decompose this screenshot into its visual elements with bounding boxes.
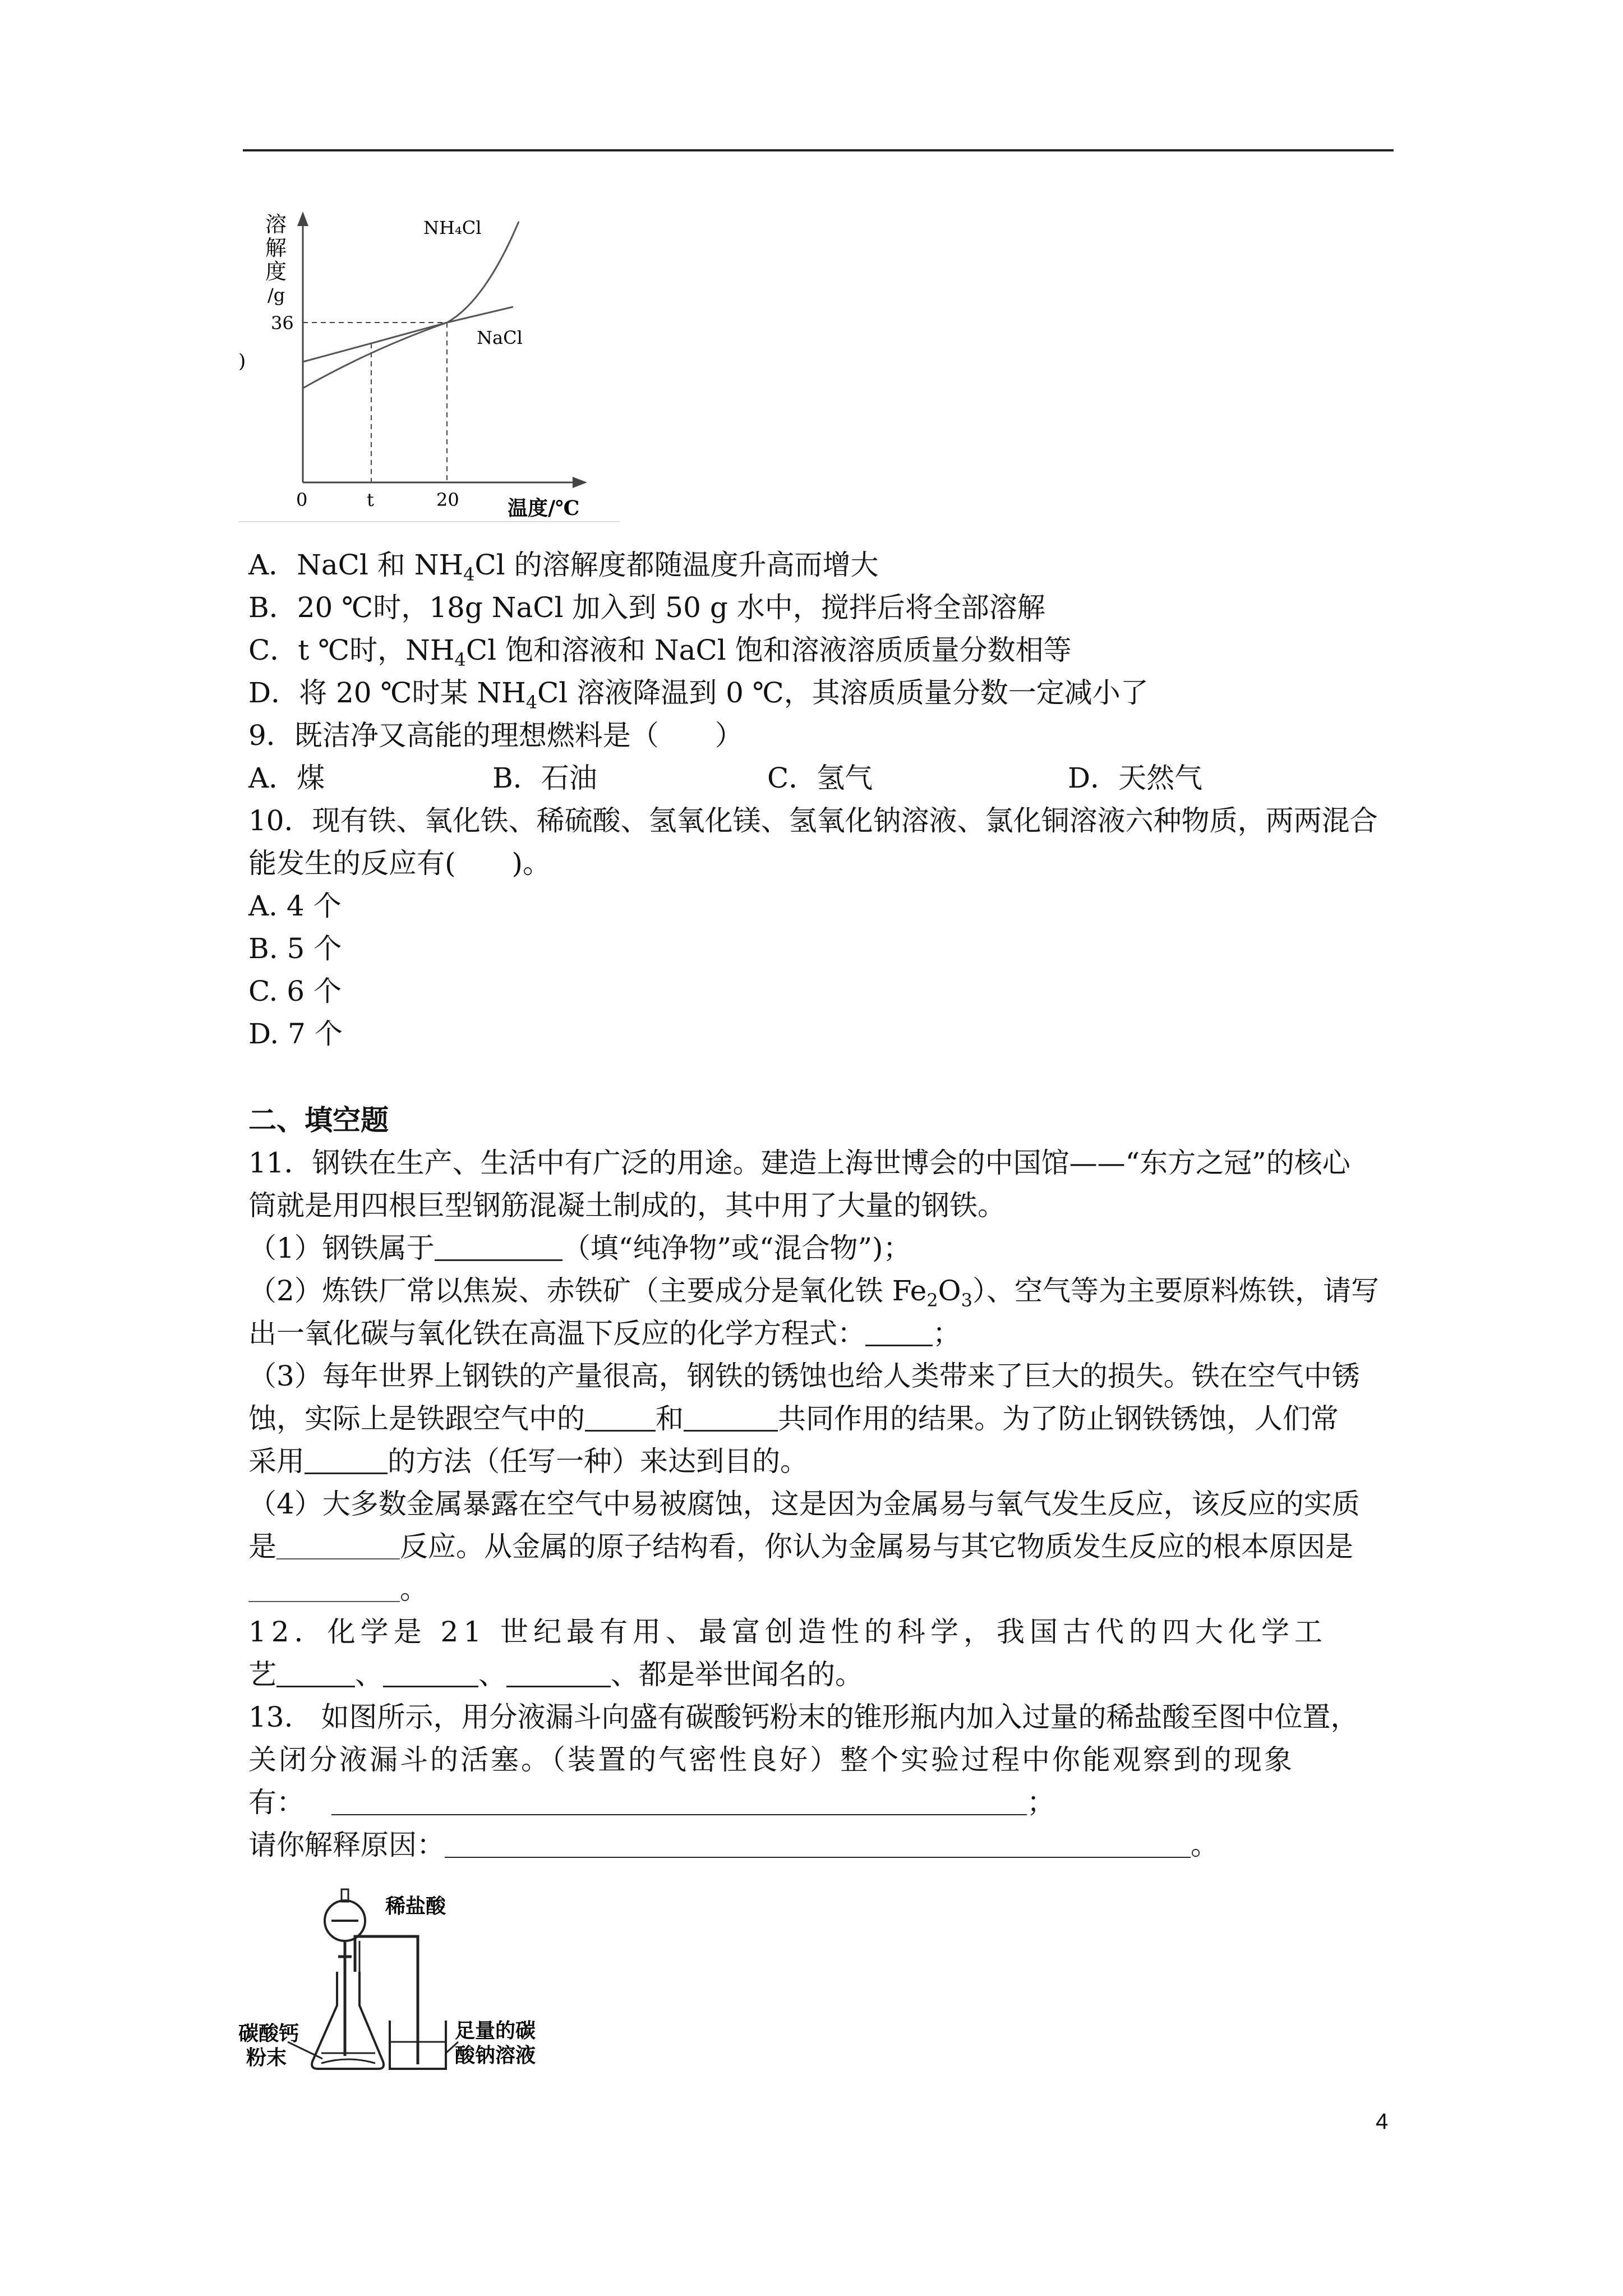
answer-blank[interactable] <box>305 1444 388 1474</box>
x-tick-label: 0 <box>296 489 308 510</box>
q11-line2: 筒就是用四根巨型钢筋混凝土制成的，其中用了大量的钢铁。 <box>248 1189 1006 1222</box>
q11-part4-line2: 是 反应。从金属的原子结构看，你认为金属易与其它物质发生反应的根本原因是 <box>248 1530 1353 1563</box>
q8-option-d: D．将 20 ℃时某 $NH_4Cl$ 溶液降温到 0 ℃，其溶质质量分数一定减小了 <box>248 677 1149 713</box>
series-line-nh4cl <box>303 222 519 388</box>
q9-option-b: B．石油 <box>492 762 597 794</box>
q11-part3-line1: （3）每年世界上钢铁的产量很高，钢铁的锈蚀也给人类带来了巨大的损失。铁在空气中锈 <box>248 1360 1360 1392</box>
y-label-char: /g <box>268 284 285 306</box>
beaker-label: 足量的碳 <box>455 2019 536 2042</box>
series-label-nh4cl: NH₄Cl <box>423 217 482 238</box>
answer-blank[interactable] <box>506 1658 611 1687</box>
header-rule <box>243 149 1394 151</box>
q11-part3-line3: 采用 的方法（任写一种）来达到目的。 <box>248 1445 808 1478</box>
answer-blank[interactable] <box>383 1658 478 1687</box>
q8-option-c: C．t ℃时，$NH_4Cl$ 饱和溶液和 NaCl 饱和溶液溶质质量分数相等 <box>248 634 1072 670</box>
q11-part2-line2: 出一氧化碳与氧化铁在高温下反应的化学方程式： ； <box>248 1317 961 1350</box>
q12-line1: 12．化学是 21 世纪最有用、最富创造性的科学，我国古代的四大化学工 <box>248 1616 1328 1648</box>
q11-part3-line2: 蚀，实际上是铁跟空气中的 和 共同作用的结果。为了防止钢铁锈蚀，人们常 <box>248 1402 1339 1435</box>
q10-option-d: D. 7 个 <box>248 1018 343 1050</box>
answer-blank[interactable] <box>445 1829 1191 1858</box>
q9-option-c: C．氢气 <box>767 762 873 794</box>
apparatus-diagram <box>238 1874 552 2092</box>
q10-option-c: C. 6 个 <box>248 975 342 1007</box>
x-tick-label: 20 <box>436 489 459 510</box>
answer-blank[interactable] <box>684 1402 778 1432</box>
y-tick-label: 36 <box>271 312 294 334</box>
q10-stem-line2: 能发生的反应有( )。 <box>248 847 551 880</box>
conical-flask <box>312 1972 384 2069</box>
q13-line3: 有： ； <box>248 1786 1055 1819</box>
y-label-char: 解 <box>265 236 287 260</box>
x-tick-label: t <box>367 489 374 510</box>
q9-option-a: A．煤 <box>248 762 325 794</box>
y-axis-arrow <box>297 211 308 226</box>
q13-line4: 请你解释原因： 。 <box>248 1829 1219 1861</box>
answer-blank[interactable] <box>331 1786 1027 1815</box>
q10-option-b: B. 5 个 <box>248 932 342 965</box>
answer-blank[interactable] <box>248 1573 400 1602</box>
q13-line2: 关闭分液漏斗的活塞。（装置的气密性良好）整个实验过程中你能观察到的现象 <box>248 1743 1294 1776</box>
flask-label: 粉末 <box>246 2046 287 2069</box>
q12-line2: 艺 、 、 、都是举世闻名的。 <box>248 1658 863 1691</box>
answer-blank[interactable] <box>865 1317 933 1346</box>
q10-stem-line1: 10．现有铁、氧化铁、稀硫酸、氢氧化镁、氢氧化钠溶液、氯化铜溶液六种物质，两两混合 <box>248 804 1378 837</box>
q9-option-d: D．天然气 <box>1068 762 1203 794</box>
solubility-chart <box>238 205 631 527</box>
answer-blank[interactable] <box>276 1658 355 1687</box>
q11-part4-line1: （4）大多数金属暴露在空气中易被腐蚀，这是因为金属易与氧气发生反应，该反应的实质 <box>248 1488 1360 1520</box>
q8-option-b: B．20 ℃时，18g NaCl 加入到 50 g 水中，搅拌后将全部溶解 <box>248 591 1045 624</box>
q8-option-a: A．NaCl 和 $NH_4Cl$ 的溶解度都随温度升高而增大 <box>248 549 879 585</box>
answer-blank[interactable] <box>435 1231 562 1261</box>
q11-line1: 11．钢铁在生产、生活中有广泛的用途。建造上海世博会的中国馆——“东方之冠”的核心 <box>248 1147 1350 1179</box>
q9-stem: 9．既洁净又高能的理想燃料是（ ） <box>248 719 743 752</box>
funnel-label: 稀盐酸 <box>385 1894 446 1918</box>
answer-blank[interactable] <box>276 1530 400 1559</box>
q11-part2-line1: （2）炼铁厂常以焦炭、赤铁矿（主要成分是氧化铁 $Fe_2O_3$）、空气等为主要原料炼铁，请写 <box>248 1274 1379 1311</box>
q10-option-a: A. 4 个 <box>248 890 342 922</box>
beaker-label: 酸钠溶液 <box>455 2044 536 2067</box>
y-label-char: 度 <box>265 259 287 284</box>
x-axis-arrow <box>573 477 587 488</box>
q11-part4-line3: 。 <box>248 1568 428 1610</box>
answer-blank[interactable] <box>585 1402 656 1432</box>
calcium-carbonate-powder <box>321 2059 375 2063</box>
q11-part1: （1）钢铁属于 （填“纯净物”或“混合物”)； <box>248 1232 911 1264</box>
flask-label: 碳酸钙 <box>238 2022 299 2045</box>
section-heading: 二、填空题 <box>248 1103 389 1137</box>
x-axis-label: 温度/℃ <box>508 496 580 520</box>
delivery-tube <box>355 1936 418 2064</box>
y-label-char: 溶 <box>265 212 287 237</box>
page-number: 4 <box>1376 2109 1389 2134</box>
edge-mark: ) <box>238 350 246 372</box>
q13-line1: 13. 如图所示，用分液漏斗向盛有碳酸钙粉末的锥形瓶内加入过量的稀盐酸至图中位置， <box>248 1701 1359 1733</box>
series-label-nacl: NaCl <box>477 327 523 348</box>
